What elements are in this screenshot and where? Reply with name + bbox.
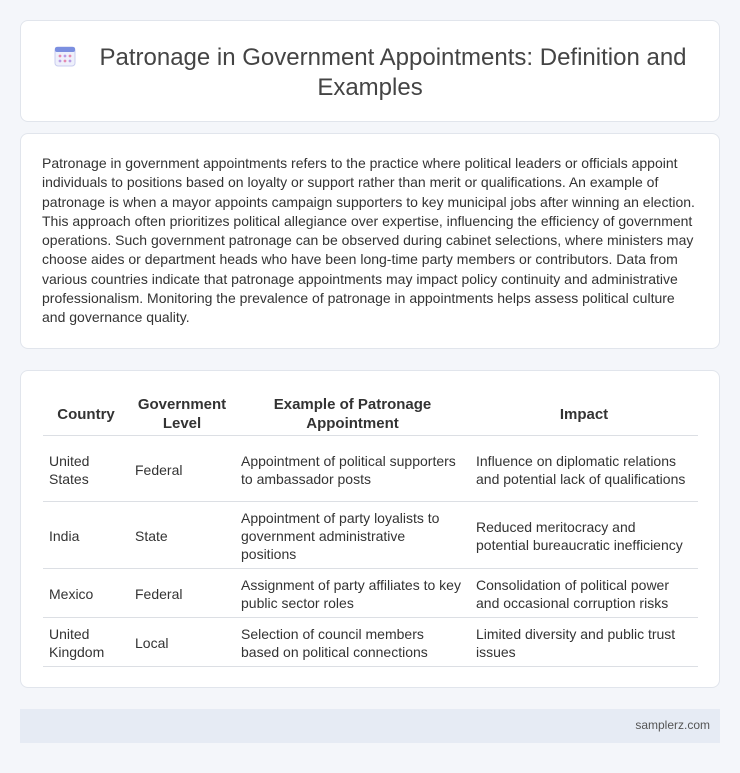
footer-site-link[interactable]: samplerz.com — [635, 718, 710, 732]
cell-government-level: State — [129, 502, 235, 569]
description-text: Patronage in government appointments refers to the practice where political leaders or officials appoint individuals to positions based on loyalty or support rather than merit or qualifications. An example of patronage is when a mayor appoints campaign supporters to key municipal jobs after winning an election. This approach often prioritizes political allegiance over expertise, influencing the efficiency of government operations. Such government patronage can be observed during cabinet selections, where ministers may choose aides or department heads who have been long-time party members or contributors. Data from various countries indicate that patronage appointments may impact policy continuity and administrative professionalism. Monitoring the prevalence of patronage in appointments helps assess political culture and governance quality. — [42, 155, 695, 326]
cell-government-level: Local — [129, 618, 235, 667]
table-row — [43, 569, 698, 618]
description-card — [20, 133, 720, 349]
column-header-impact: Impact — [470, 393, 698, 436]
cell-country: India — [43, 502, 129, 569]
cell-example: Assignment of party affiliates to key public sector roles — [235, 569, 470, 618]
table-row — [43, 436, 698, 502]
column-header-government-level: Government Level — [129, 393, 235, 436]
footer-bar — [20, 709, 720, 743]
cell-example: Appointment of party loyalists to government administrative positions — [235, 502, 470, 569]
table-row — [43, 618, 698, 667]
header-card — [20, 20, 720, 122]
calendar-icon — [53, 44, 77, 68]
page-title: Patronage in Government Appointments: Definition and Examples — [99, 44, 687, 101]
cell-government-level: Federal — [129, 569, 235, 618]
cell-country: Mexico — [43, 569, 129, 618]
page-title-wrap — [21, 43, 719, 103]
table-header-row — [43, 393, 698, 436]
cell-government-level: Federal — [129, 436, 235, 502]
cell-impact: Reduced meritocracy and potential bureaucratic inefficiency — [470, 502, 698, 569]
patronage-table — [43, 393, 698, 667]
cell-impact: Consolidation of political power and occasional corruption risks — [470, 569, 698, 618]
cell-country: United Kingdom — [43, 618, 129, 667]
cell-country: United States — [43, 436, 129, 502]
cell-example: Selection of council members based on political connections — [235, 618, 470, 667]
table-row — [43, 502, 698, 569]
table-card — [20, 370, 720, 688]
cell-impact: Limited diversity and public trust issues — [470, 618, 698, 667]
cell-example: Appointment of political supporters to ambassador posts — [235, 436, 470, 502]
column-header-example: Example of Patronage Appointment — [235, 393, 470, 436]
cell-impact: Influence on diplomatic relations and potential lack of qualifications — [470, 436, 698, 502]
column-header-country: Country — [43, 393, 129, 436]
